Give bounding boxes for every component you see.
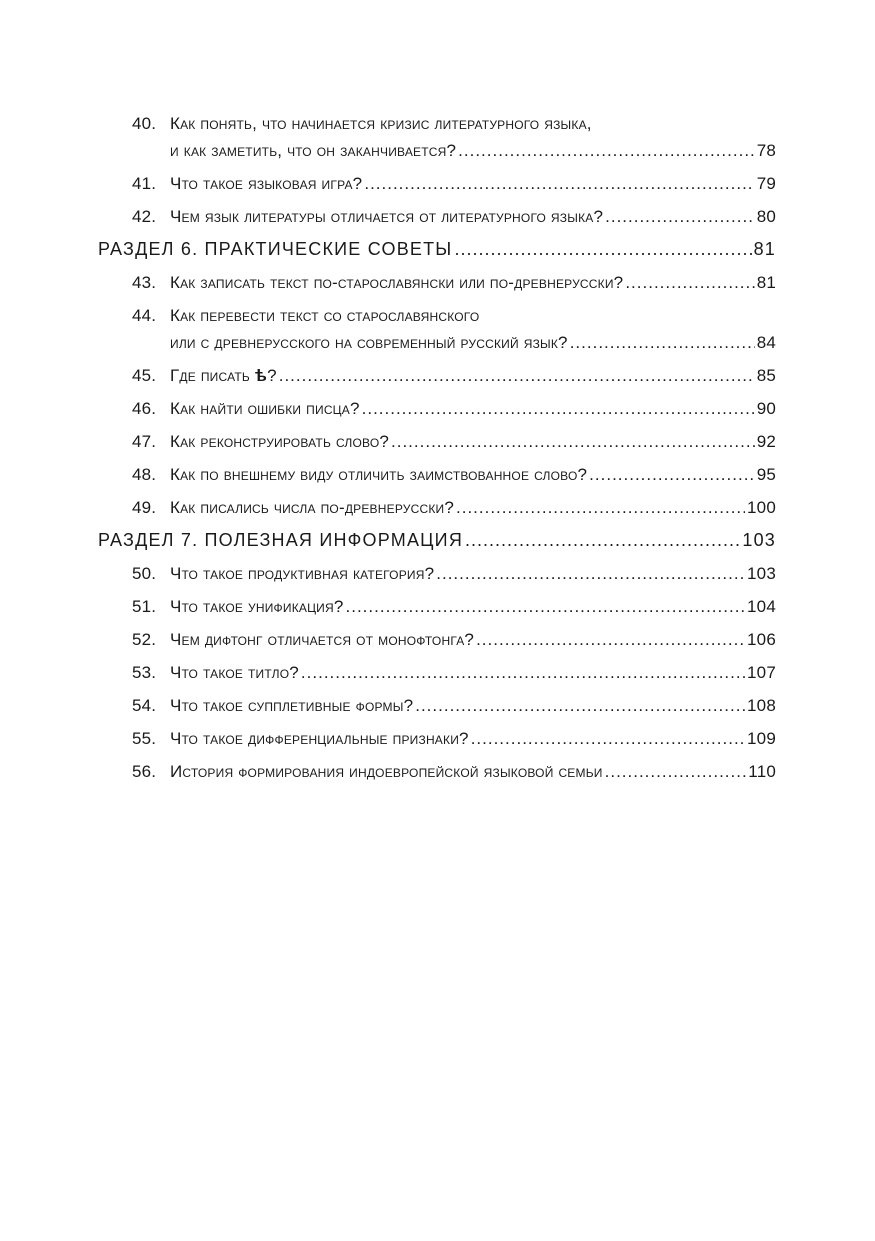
section-page: 81 — [753, 239, 776, 259]
entry-number: 44. — [132, 306, 157, 325]
entry-title: Что такое продуктивная категория? — [170, 564, 435, 583]
entry-number: 54. — [132, 696, 157, 715]
yat-letter: ѣ — [254, 366, 268, 385]
entry-number: 48. — [132, 465, 157, 484]
entry-page: 95 — [756, 465, 776, 484]
toc-entry-40[interactable] — [98, 110, 776, 164]
toc-entry-47[interactable] — [98, 428, 776, 455]
section-7-heading[interactable] — [98, 527, 776, 554]
entry-number: 52. — [132, 630, 157, 649]
entry-title: Как записать текст по-старославянски или по-древнерусски? — [170, 273, 624, 292]
entry-page: 109 — [747, 729, 776, 748]
toc-entry-42[interactable] — [98, 203, 776, 230]
leader-dots — [301, 659, 745, 686]
entry-title-line-2: и как заметить, что он заканчивается? — [170, 141, 457, 160]
entry-title: Что такое титло? — [170, 663, 299, 682]
toc-entry-53[interactable] — [98, 659, 776, 686]
table-of-contents — [98, 110, 776, 791]
entry-number: 53. — [132, 663, 157, 682]
entry-title: Что такое супплетивные формы? — [170, 696, 414, 715]
entry-number: 50. — [132, 564, 157, 583]
entry-number: 43. — [132, 273, 157, 292]
leader-dots — [589, 461, 755, 488]
entry-title: Как писались числа по-древнерусски? — [170, 498, 454, 517]
entry-title: Как реконструировать слово? — [170, 432, 390, 451]
section-title: РАЗДЕЛ 6. ПРАКТИЧЕСКИЕ СОВЕТЫ — [98, 239, 453, 259]
entry-page: 90 — [756, 399, 776, 418]
toc-entry-44[interactable] — [98, 302, 776, 356]
entry-title-line-2: или с древнерусского на современный русский язык? — [170, 333, 568, 352]
entry-page: 92 — [756, 432, 776, 451]
leader-dots — [454, 236, 751, 263]
entry-page: 106 — [747, 630, 776, 649]
toc-entry-55[interactable] — [98, 725, 776, 752]
entry-number: 55. — [132, 729, 157, 748]
toc-entry-48[interactable] — [98, 461, 776, 488]
leader-dots — [279, 362, 755, 389]
entry-title-line-1: Как понять, что начинается кризис литературного языка, — [170, 114, 592, 133]
toc-entry-56[interactable] — [98, 758, 776, 785]
toc-entry-52[interactable] — [98, 626, 776, 653]
entry-page: 80 — [756, 207, 776, 226]
entry-page: 107 — [747, 663, 776, 682]
entry-title: Как по внешнему виду отличить заимствованное слово? — [170, 465, 588, 484]
entry-title: Что такое дифференциальные признаки? — [170, 729, 469, 748]
entry-page: 81 — [756, 273, 776, 292]
entry-page: 85 — [756, 366, 776, 385]
entry-title: История формирования индоевропейской языковой семьи — [170, 762, 603, 781]
section-title: РАЗДЕЛ 7. ПОЛЕЗНАЯ ИНФОРМАЦИЯ — [98, 530, 464, 550]
entry-title: Что такое унификация? — [170, 597, 344, 616]
leader-dots — [605, 203, 755, 230]
leader-dots — [570, 329, 755, 356]
toc-entry-54[interactable] — [98, 692, 776, 719]
entry-page: 110 — [748, 762, 776, 781]
leader-dots — [415, 692, 745, 719]
entry-title-text-end: ? — [267, 366, 277, 385]
leader-dots — [346, 593, 746, 620]
entry-number: 40. — [132, 114, 157, 133]
toc-entry-43[interactable] — [98, 269, 776, 296]
entry-page: 78 — [756, 141, 776, 160]
entry-title: Чем дифтонг отличается от монофтонга? — [170, 630, 475, 649]
entry-number: 49. — [132, 498, 157, 517]
toc-entry-49[interactable] — [98, 494, 776, 521]
leader-dots — [364, 170, 754, 197]
entry-number: 45. — [132, 366, 157, 385]
entry-number: 56. — [132, 762, 157, 781]
entry-title-line-1: Как перевести текст со старославянского — [170, 306, 480, 325]
leader-dots — [458, 137, 755, 164]
leader-dots — [465, 527, 740, 554]
toc-entry-45[interactable] — [98, 362, 776, 389]
entry-title: Что такое языковая игра? — [170, 174, 363, 193]
leader-dots — [391, 428, 755, 455]
leader-dots — [362, 395, 755, 422]
leader-dots — [456, 494, 745, 521]
entry-title: Как найти ошибки писца? — [170, 399, 360, 418]
toc-entry-46[interactable] — [98, 395, 776, 422]
toc-entry-51[interactable] — [98, 593, 776, 620]
leader-dots — [471, 725, 745, 752]
section-page: 103 — [742, 530, 776, 550]
entry-page: 103 — [747, 564, 776, 583]
entry-title: Чем язык литературы отличается от литературного языка? — [170, 207, 604, 226]
entry-number: 42. — [132, 207, 157, 226]
section-6-heading[interactable] — [98, 236, 776, 263]
entry-page: 104 — [747, 597, 776, 616]
leader-dots — [476, 626, 745, 653]
entry-title — [170, 362, 277, 389]
entry-number: 51. — [132, 597, 157, 616]
entry-page: 108 — [747, 696, 776, 715]
entry-page: 84 — [756, 333, 776, 352]
entry-number: 41. — [132, 174, 157, 193]
entry-title-text: Где писать — [170, 366, 255, 385]
leader-dots — [605, 758, 747, 785]
leader-dots — [625, 269, 754, 296]
entry-page: 79 — [756, 174, 776, 193]
leader-dots — [436, 560, 745, 587]
toc-entry-41[interactable] — [98, 170, 776, 197]
entry-page: 100 — [747, 498, 776, 517]
toc-entry-50[interactable] — [98, 560, 776, 587]
entry-number: 47. — [132, 432, 157, 451]
entry-number: 46. — [132, 399, 157, 418]
